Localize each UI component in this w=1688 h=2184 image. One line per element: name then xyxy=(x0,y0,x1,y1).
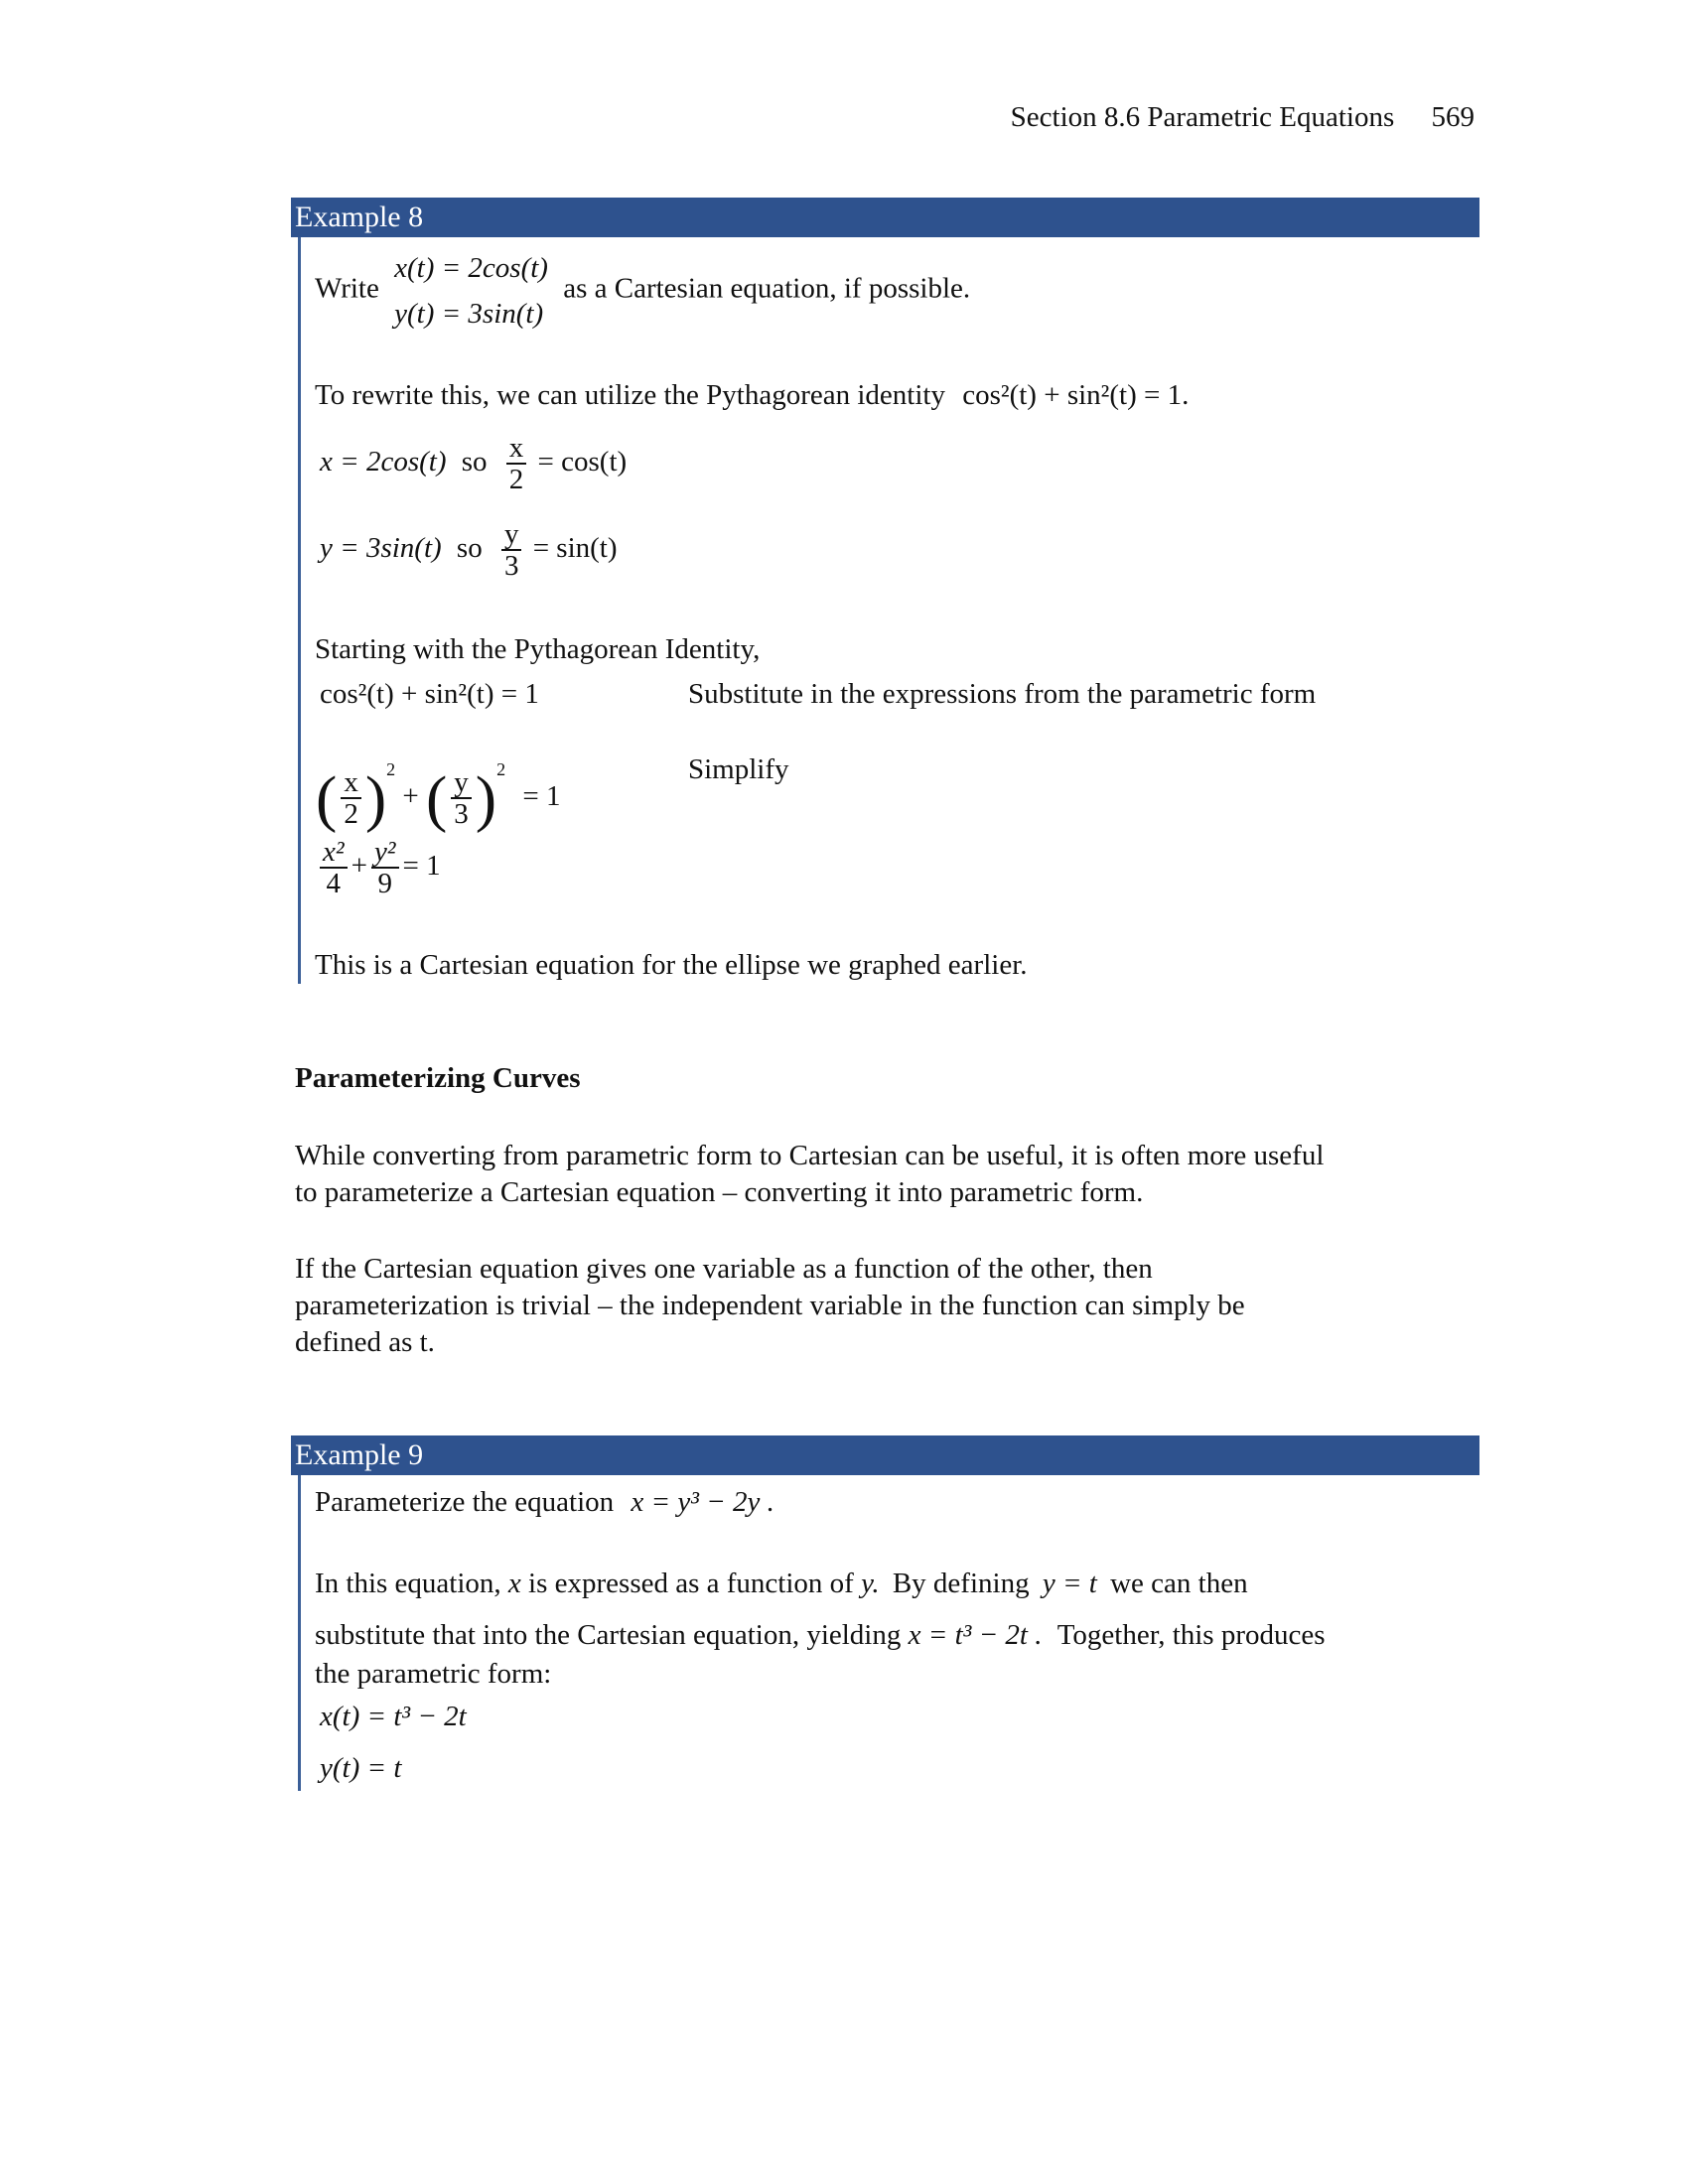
rhs: = 1 xyxy=(402,850,441,882)
text: By defining xyxy=(892,1568,1030,1599)
ellipse-equation xyxy=(316,834,441,898)
text: substitute that into the Cartesian equation, yielding xyxy=(315,1619,902,1651)
explanation-line-1 xyxy=(315,1567,1248,1600)
write-tail: as a Cartesian equation, if possible. xyxy=(563,272,971,305)
explanation-line-3: the parametric form: xyxy=(315,1658,552,1690)
paragraph-2 xyxy=(295,1251,1245,1361)
text: is expressed as a function of xyxy=(528,1568,854,1599)
fraction xyxy=(451,767,472,829)
text: Together, this produces xyxy=(1056,1619,1326,1651)
fraction-x-over-2 xyxy=(506,433,527,494)
running-header xyxy=(1011,100,1475,134)
example-8-border xyxy=(298,237,301,984)
paren: ( xyxy=(425,762,448,834)
so-label: so xyxy=(461,446,488,478)
paragraph-1 xyxy=(295,1138,1324,1211)
paragraph-line: While converting from parametric form to Cartesian can be useful, it is often more useful xyxy=(295,1140,1325,1171)
paragraph-line: defined as t. xyxy=(295,1326,435,1358)
step-y-rhs: = sin(t) xyxy=(532,532,618,564)
eq-y: y(t) = 3sin(t) xyxy=(394,298,544,330)
section-heading: Parameterizing Curves xyxy=(295,1062,581,1094)
step-x-rhs: = cos(t) xyxy=(537,446,628,478)
num: y² xyxy=(371,837,399,869)
substitute-note: Substitute in the expressions from the parametric form xyxy=(688,678,1317,710)
text: In this equation, xyxy=(315,1568,501,1599)
parametric-x: x(t) = t³ − 2t xyxy=(320,1701,467,1732)
den: 4 xyxy=(326,868,342,900)
den: 2 xyxy=(508,464,524,496)
identity-eq: cos²(t) + sin²(t) = 1. xyxy=(962,379,1190,411)
prompt-equation: x = y³ − 2y . xyxy=(631,1486,774,1518)
fraction xyxy=(371,837,399,898)
step-x-lhs: x = 2cos(t) xyxy=(320,446,447,478)
paren: ) xyxy=(475,762,497,834)
paren: ( xyxy=(316,762,338,834)
parametric-system xyxy=(394,245,548,337)
fraction-y-over-3 xyxy=(501,519,522,581)
explanation-line-2 xyxy=(315,1618,1326,1652)
example-9-title-bar: Example 9 xyxy=(291,1435,1479,1475)
exponent: 2 xyxy=(496,759,506,779)
num: y xyxy=(451,767,472,799)
step-y-lhs: y = 3sin(t) xyxy=(320,532,442,564)
fraction xyxy=(320,837,348,898)
plus: + xyxy=(351,850,367,882)
conclusion: This is a Cartesian equation for the ellipse we graphed earlier. xyxy=(315,949,1028,981)
identity-eq-2: cos²(t) + sin²(t) = 1 xyxy=(320,678,539,710)
num: x xyxy=(506,433,527,465)
rewrite-text: To rewrite this, we can utilize the Pythagorean identity xyxy=(315,379,945,411)
fraction xyxy=(341,767,361,829)
write-label: Write xyxy=(315,272,379,305)
step-y xyxy=(320,518,618,581)
prompt-text: Parameterize the equation xyxy=(315,1486,615,1518)
so-label: so xyxy=(456,532,483,564)
example-9-border xyxy=(298,1475,301,1791)
var: y. xyxy=(861,1568,880,1599)
simplify-note: Simplify xyxy=(688,753,789,785)
paragraph-line: to parameterize a Cartesian equation – converting it into parametric form. xyxy=(295,1176,1144,1208)
den: 3 xyxy=(454,798,469,831)
example-8-title-bar: Example 8 xyxy=(291,198,1479,237)
definition: y = t xyxy=(1042,1568,1097,1599)
paren: ) xyxy=(364,762,387,834)
text: we can then xyxy=(1110,1568,1248,1599)
parametric-y: y(t) = t xyxy=(320,1752,402,1784)
den: 9 xyxy=(377,868,392,900)
den: 3 xyxy=(503,550,519,583)
var: x xyxy=(507,1568,521,1599)
eq-x: x(t) = 2cos(t) xyxy=(394,252,548,284)
step-x xyxy=(320,432,627,494)
rhs: = 1 xyxy=(522,780,561,812)
example-9-prompt xyxy=(315,1485,774,1519)
paragraph-line: parameterization is trivial – the independent variable in the function can simply be xyxy=(295,1290,1245,1321)
starting-text: Starting with the Pythagorean Identity, xyxy=(315,633,761,665)
rewrite-line xyxy=(315,378,1189,412)
num: x xyxy=(341,767,361,799)
den: 2 xyxy=(344,798,358,831)
section-title: Section 8.6 Parametric Equations xyxy=(1010,101,1395,133)
example-8-prompt xyxy=(315,245,970,337)
num: y xyxy=(501,519,522,551)
page-number: 569 xyxy=(1431,101,1475,133)
plus: + xyxy=(402,780,419,812)
num: x² xyxy=(320,837,348,869)
squared-sum xyxy=(316,735,561,834)
equation: x = t³ − 2t . xyxy=(908,1619,1043,1651)
exponent: 2 xyxy=(386,759,396,779)
paragraph-line: If the Cartesian equation gives one variable as a function of the other, then xyxy=(295,1253,1153,1285)
